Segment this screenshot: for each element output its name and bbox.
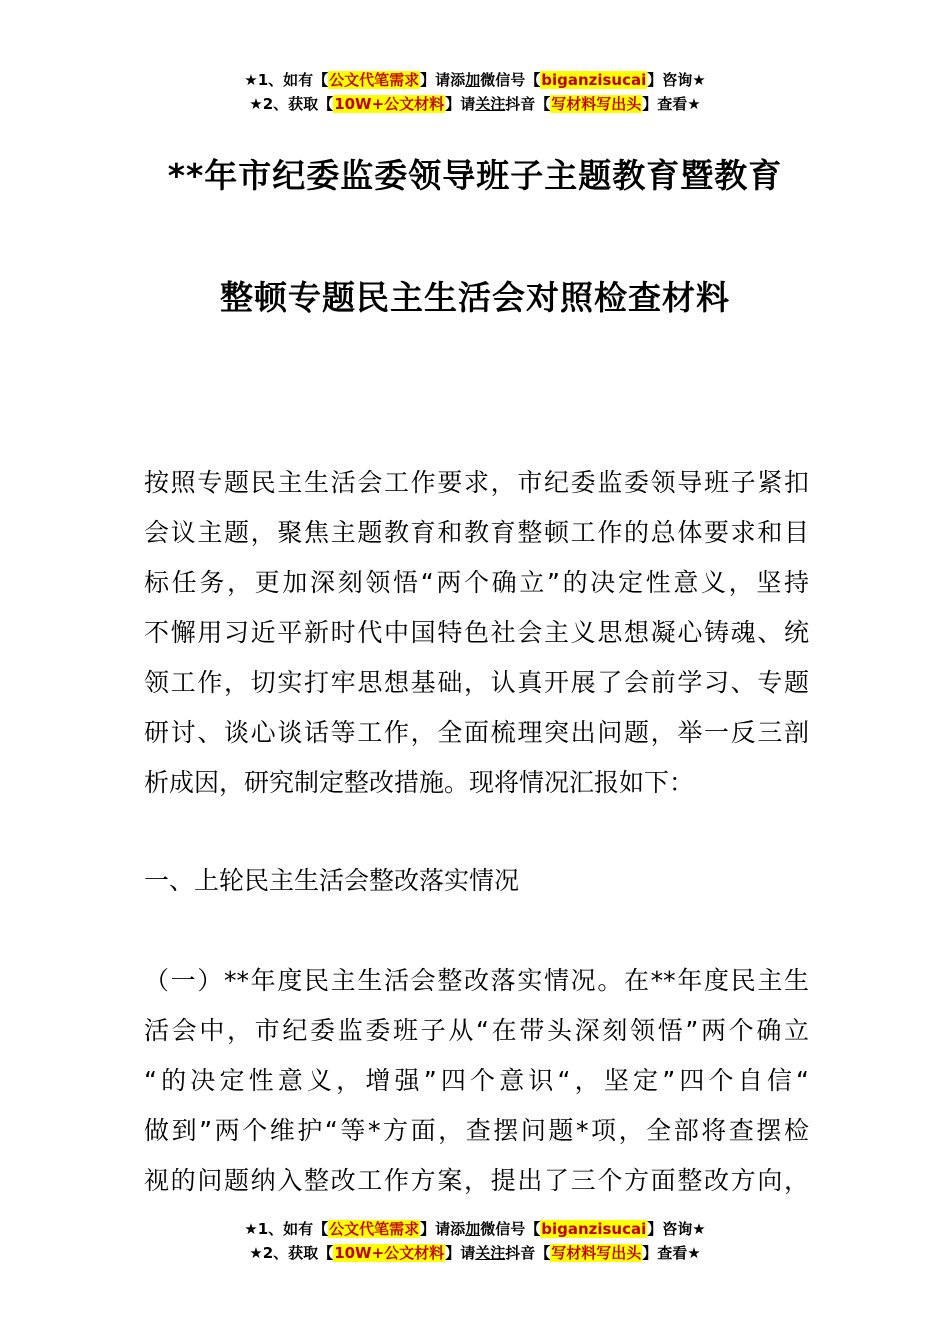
promo-text: 】请	[445, 95, 476, 113]
promo-highlight: 10W+公文材料	[334, 95, 445, 113]
text-line: 标任务，更加深刻领悟“两个确立”的决定性意义，坚持	[144, 568, 809, 597]
promo-text: 微信号【	[480, 1220, 541, 1238]
promo-highlight: 10W+公文材料	[334, 1244, 445, 1262]
promo-highlight: 公文代笔需求	[329, 71, 420, 89]
promo-text: 抖音【	[505, 1244, 551, 1262]
document-title-line-1: **年市纪委监委领导班子主题教育暨教育	[167, 156, 783, 195]
text-line: 按照专题民主生活会工作要求，市纪委监委领导班子紧扣	[144, 468, 809, 497]
text-line: 做到”两个维护“等*方面，查摆问题*项，全部将查摆检	[144, 1116, 809, 1145]
promo-text: 】请添	[420, 1220, 466, 1238]
promo-underline: 关注	[475, 1244, 506, 1262]
promo-text: ★2、获取【	[249, 1244, 334, 1262]
promo-line-1	[0, 1217, 950, 1241]
text-line: 领工作，切实打牢思想基础，认真开展了会前学习、专题	[144, 668, 809, 697]
promo-line-2	[0, 1241, 950, 1265]
bottom-promo-banner	[0, 1217, 950, 1265]
promo-line-1	[0, 68, 950, 92]
promo-highlight: biganzisucai	[541, 71, 647, 89]
text-line: （一）**年度民主生活会整改落实情况。在**年度民主生	[144, 966, 809, 995]
promo-text: ★2、获取【	[249, 95, 334, 113]
text-line: 析成因，研究制定整改措施。现将情况汇报如下：	[144, 768, 695, 797]
promo-text: 】咨询★	[647, 71, 706, 89]
text-line: “的决定性意义，增强”四个意识“，坚定”四个自信“	[144, 1066, 809, 1095]
promo-underline: 加	[465, 1220, 481, 1238]
text-line: 研讨、谈心谈话等工作，全面梳理突出问题，举一反三剖	[144, 718, 809, 747]
promo-text: ★1、如有【	[244, 71, 329, 89]
intro-paragraph	[144, 458, 809, 808]
promo-text: 抖音【	[505, 95, 551, 113]
top-promo-banner	[0, 68, 950, 116]
text-line: 活会中，市纪委监委班子从“在带头深刻领悟”两个确立	[144, 1016, 809, 1045]
promo-text: 】咨询★	[647, 1220, 706, 1238]
promo-highlight: 公文代笔需求	[329, 1220, 420, 1238]
text-line: 会议主题，聚焦主题教育和教育整顿工作的总体要求和目	[144, 518, 809, 547]
promo-highlight: 写材料写出头	[551, 1244, 642, 1262]
promo-highlight: biganzisucai	[541, 1220, 647, 1238]
promo-underline: 加	[465, 71, 481, 89]
text-line: 视的问题纳入整改工作方案，提出了三个方面整改方向，	[144, 1166, 809, 1195]
promo-text: 】查看★	[642, 95, 701, 113]
section-heading: 一、上轮民主生活会整改落实情况	[144, 866, 520, 895]
promo-line-2	[0, 92, 950, 116]
text-line: 不懈用习近平新时代中国特色社会主义思想凝心铸魂、统	[144, 618, 809, 647]
document-title-line-2: 整顿专题民主生活会对照检查材料	[220, 278, 730, 317]
promo-text: 】请	[445, 1244, 476, 1262]
promo-underline: 关注	[475, 95, 506, 113]
promo-text: 】请添	[420, 71, 466, 89]
subsection-paragraph	[144, 956, 809, 1206]
promo-text: 】查看★	[642, 1244, 701, 1262]
promo-highlight: 写材料写出头	[551, 95, 642, 113]
promo-text: ★1、如有【	[244, 1220, 329, 1238]
promo-text: 微信号【	[480, 71, 541, 89]
